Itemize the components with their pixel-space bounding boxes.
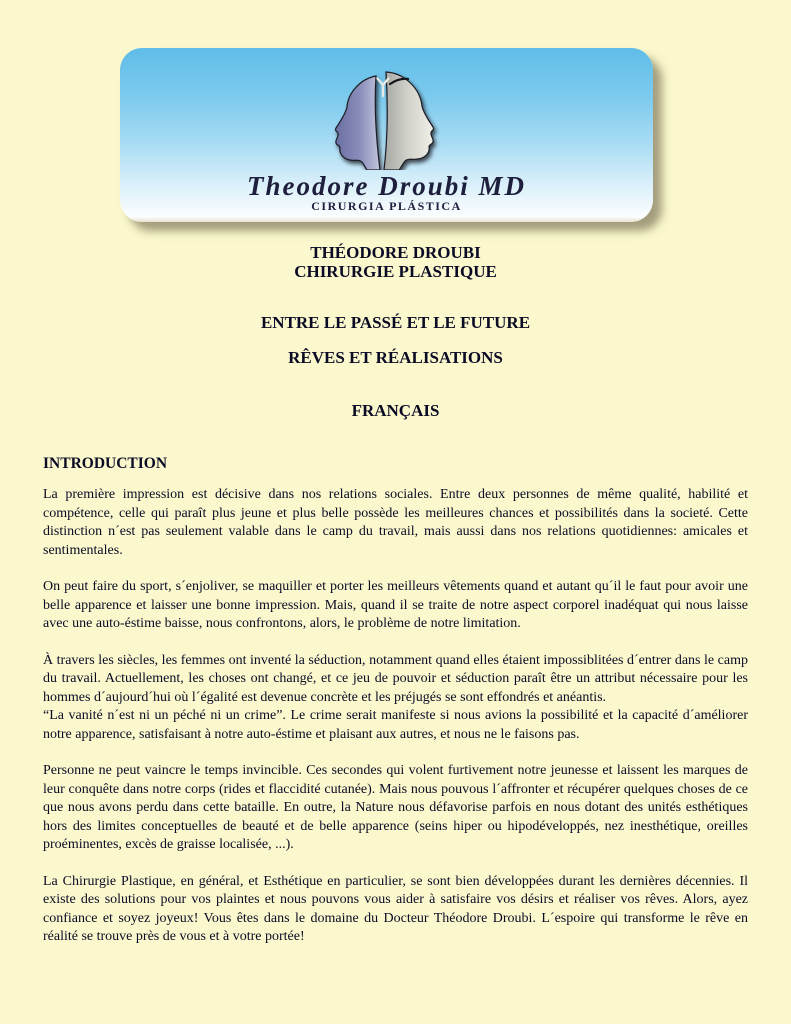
logo-doctor-name: Theodore Droubi MD <box>246 171 526 201</box>
paragraph-6: La Chirurgie Plastique, en général, et Esthétique en particulier, se sont bien développées durant les dernières décennies. Il existe des solutions pour vos plaintes et nous pouvons vous aider à satisfaire vos désirs et réaliser vos rêves. Alors, ayez confiance et soyez joyeux! Vous êtes dans le domaine du Docteur Théodore Droubi. L´espoire qui transforme le rêve en réalité se trouve près de vous et à votre portée! <box>43 873 748 944</box>
language-heading: FRANÇAIS <box>351 401 440 420</box>
document-header <box>0 243 791 420</box>
paragraph-5: Personne ne peut vaincre le temps invincible. Ces secondes qui volent furtivement notre jeunesse et laissent les marques de leur conquête dans notre corps (rides et flaccidité cutanée). Mais nous pouvous l´affronter et récupérer quelques choses de ce que nous avons perdu dans cette bataille. En outre, la Nature nous défavorise parfois en nous dotant des unités esthétiques hors des limites conceptuelles de beauté et de belle apparence (seins hiper ou hipodéveloppés, nez inesthétique, oreilles proéminentes, excès de graisse localisée, ...). <box>43 763 748 852</box>
document-title: ENTRE LE PASSÉ ET LE FUTURE <box>260 313 531 332</box>
section-title: INTRODUCTION <box>43 455 168 472</box>
document-body <box>43 454 748 965</box>
paragraph-3: À travers les siècles, les femmes ont inventé la séduction, notamment quand elles étaient impossiblitées d´entrer dans le camp du travail. Actuellement, les choses ont changé, et ce jeu de pouvoir et séduction paraît être un attribut nécessaire pour les hommes d´aujourd´hui où l´égalité est devenue concrète et les préjugés se sont effondrés et anéantis. <box>43 652 748 705</box>
paragraph-2: On peut faire du sport, s´enjoliver, se maquiller et porter les meilleurs vêtements quand et autant qu´il le faut pour avoir une belle apparence et laisser une bonne impression. Mais, quand il se traite de notre aspect corporel inadéquat qui nous laisse avec une auto-éstime baisse, nous confrontons, alors, le problème de notre limitation. <box>43 579 748 631</box>
left-face-profile <box>335 76 379 170</box>
right-face-profile <box>384 72 433 170</box>
document-subtitle: RÊVES ET RÉALISATIONS <box>288 348 503 367</box>
two-faces-logo-icon <box>324 70 450 170</box>
paragraph-4-quote: “La vanité n´est ni un péché ni un crime”. Le crime serait manifeste si nous avions la possibilité et la capacité d´améliorer notre apparence, satisfaisant à notre auto-éstime et plaisant aux autres, et nous ne le faisons pas. <box>43 708 748 742</box>
logo-specialty: CIRURGIA PLÁSTICA <box>311 199 462 213</box>
doctor-name-heading: THÉODORE DROUBI <box>310 243 481 262</box>
paragraph-1: La première impression est décisive dans nos relations sociales. Entre deux personnes de même qualité, habilité et compétence, celle qui paraît plus jeune et plus belle possède les meilleures chances et possibilités dans la societé. Cette distinction n´est pas seulement valable dans le camp du travail, mais aussi dans nos relations quotidiennes: amicales et sentimentales. <box>43 487 748 558</box>
specialty-heading: CHIRURGIE PLASTIQUE <box>294 262 497 281</box>
clinic-logo-card <box>120 48 653 222</box>
